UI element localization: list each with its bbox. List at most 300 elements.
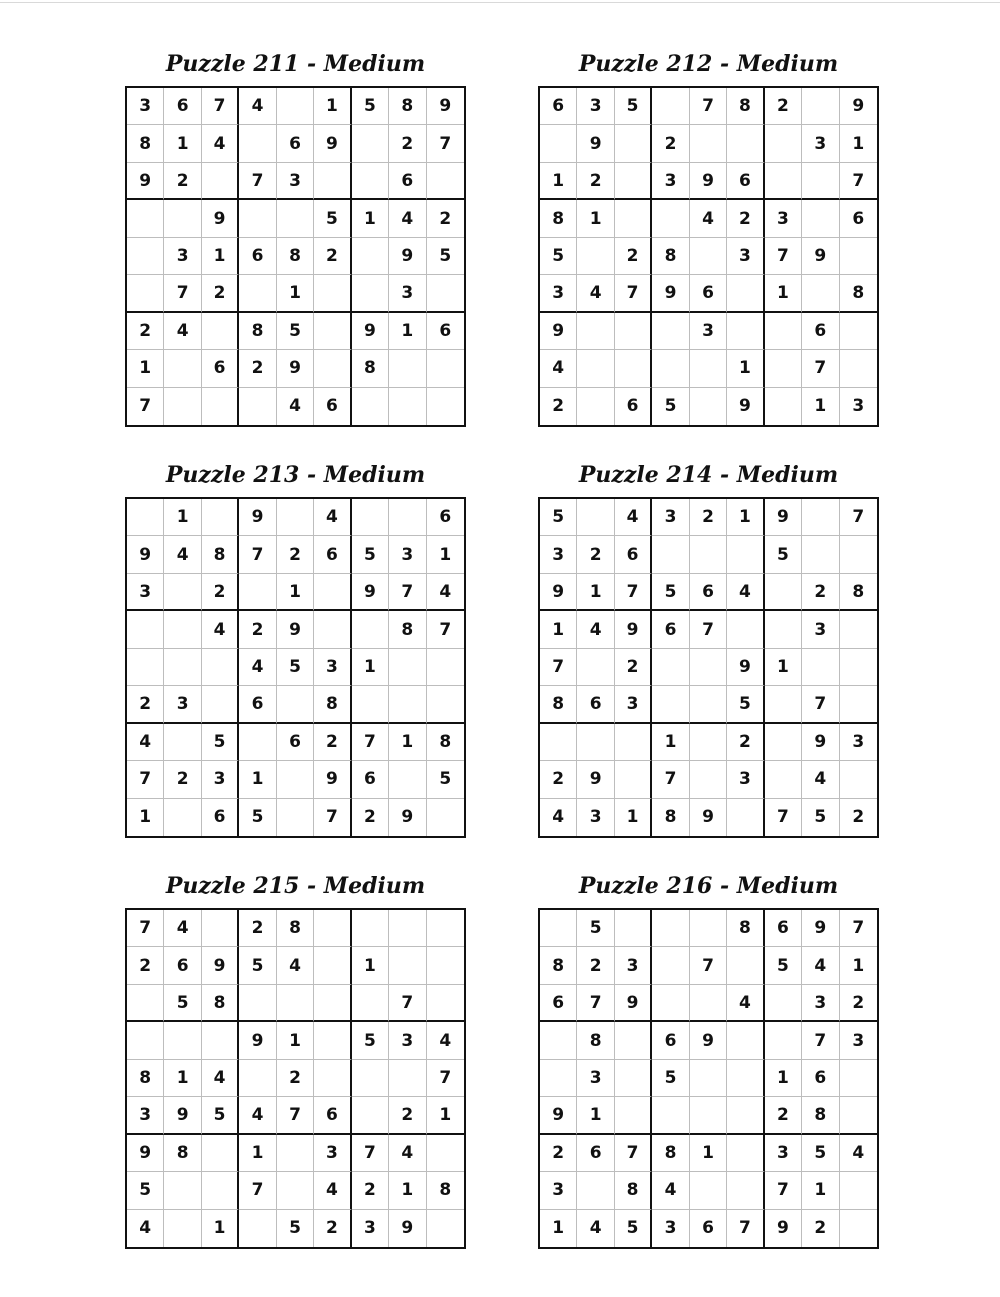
sudoku-cell: 2 xyxy=(802,1210,839,1247)
sudoku-cell: 4 xyxy=(427,574,464,611)
sudoku-cell: 8 xyxy=(427,1172,464,1209)
sudoku-cell xyxy=(540,125,577,162)
sudoku-cell: 7 xyxy=(727,1210,764,1247)
sudoku-cell xyxy=(239,985,276,1022)
sudoku-cell xyxy=(314,1022,351,1059)
sudoku-cell: 9 xyxy=(727,649,764,686)
sudoku-cell: 1 xyxy=(802,1172,839,1209)
sudoku-cell xyxy=(427,275,464,312)
sudoku-grid xyxy=(125,908,466,1249)
sudoku-cell xyxy=(727,1022,764,1059)
sudoku-cell: 3 xyxy=(690,313,727,350)
sudoku-cell: 3 xyxy=(727,238,764,275)
sudoku-cell: 4 xyxy=(202,1060,239,1097)
sudoku-cell xyxy=(802,536,839,573)
sudoku-cell xyxy=(314,947,351,984)
sudoku-cell xyxy=(652,947,689,984)
sudoku-cell xyxy=(765,388,802,425)
sudoku-cell xyxy=(314,574,351,611)
sudoku-cell xyxy=(389,388,426,425)
sudoku-cell xyxy=(352,238,389,275)
sudoku-cell: 7 xyxy=(840,910,877,947)
sudoku-cell xyxy=(577,649,614,686)
sudoku-cell: 8 xyxy=(202,985,239,1022)
sudoku-cell: 8 xyxy=(727,910,764,947)
sudoku-cell xyxy=(239,1210,276,1247)
sudoku-cell: 1 xyxy=(352,947,389,984)
sudoku-cell xyxy=(239,1060,276,1097)
sudoku-cell xyxy=(765,985,802,1022)
puzzle-title: Puzzle 214 - Medium xyxy=(578,462,839,488)
sudoku-cell: 1 xyxy=(164,499,201,536)
sudoku-cell: 4 xyxy=(652,1172,689,1209)
sudoku-cell xyxy=(577,1172,614,1209)
sudoku-cell xyxy=(727,536,764,573)
sudoku-cell xyxy=(389,499,426,536)
sudoku-cell: 7 xyxy=(652,761,689,798)
sudoku-cell: 8 xyxy=(202,536,239,573)
sudoku-cell xyxy=(352,686,389,723)
sudoku-cell: 5 xyxy=(202,1097,239,1134)
sudoku-cell xyxy=(314,313,351,350)
sudoku-cell xyxy=(765,724,802,761)
sudoku-cell: 8 xyxy=(389,611,426,648)
sudoku-cell: 6 xyxy=(577,1135,614,1172)
sudoku-cell xyxy=(352,125,389,162)
sudoku-cell: 2 xyxy=(727,724,764,761)
sudoku-cell: 1 xyxy=(202,238,239,275)
sudoku-cell: 3 xyxy=(314,649,351,686)
sudoku-cell: 8 xyxy=(127,125,164,162)
sudoku-cell xyxy=(802,649,839,686)
sudoku-cell: 8 xyxy=(164,1135,201,1172)
sudoku-cell: 1 xyxy=(164,1060,201,1097)
sudoku-cell: 5 xyxy=(202,724,239,761)
sudoku-cell: 9 xyxy=(202,947,239,984)
sudoku-cell: 1 xyxy=(427,1097,464,1134)
sudoku-cell xyxy=(127,1022,164,1059)
sudoku-cell: 3 xyxy=(615,686,652,723)
sudoku-cell xyxy=(615,313,652,350)
sudoku-cell: 2 xyxy=(239,350,276,387)
sudoku-cell xyxy=(577,238,614,275)
sudoku-cell xyxy=(727,947,764,984)
sudoku-cell xyxy=(690,1097,727,1134)
sudoku-cell xyxy=(615,761,652,798)
sudoku-cell: 2 xyxy=(427,200,464,237)
sudoku-cell xyxy=(690,536,727,573)
sudoku-cell xyxy=(314,985,351,1022)
sudoku-cell: 3 xyxy=(127,574,164,611)
sudoku-cell xyxy=(202,499,239,536)
sudoku-cell: 2 xyxy=(127,686,164,723)
sudoku-cell: 1 xyxy=(615,799,652,836)
sudoku-cell: 9 xyxy=(389,238,426,275)
sudoku-cell: 7 xyxy=(239,536,276,573)
sudoku-cell: 3 xyxy=(765,200,802,237)
sudoku-cell: 3 xyxy=(540,536,577,573)
sudoku-cell: 2 xyxy=(352,799,389,836)
sudoku-cell: 5 xyxy=(802,799,839,836)
sudoku-cell: 3 xyxy=(352,1210,389,1247)
sudoku-cell: 4 xyxy=(127,724,164,761)
sudoku-cell: 6 xyxy=(727,163,764,200)
sudoku-cell xyxy=(690,985,727,1022)
sudoku-cell: 3 xyxy=(802,611,839,648)
sudoku-cell: 7 xyxy=(427,125,464,162)
sudoku-cell xyxy=(840,1172,877,1209)
sudoku-cell: 6 xyxy=(690,1210,727,1247)
sudoku-cell: 9 xyxy=(164,1097,201,1134)
sudoku-cell: 5 xyxy=(427,761,464,798)
sudoku-cell xyxy=(427,388,464,425)
sudoku-cell: 1 xyxy=(389,313,426,350)
sudoku-cell xyxy=(615,125,652,162)
sudoku-cell xyxy=(577,388,614,425)
sudoku-cell: 7 xyxy=(127,910,164,947)
sudoku-cell xyxy=(314,1060,351,1097)
sudoku-cell: 2 xyxy=(615,238,652,275)
sudoku-cell: 7 xyxy=(690,88,727,125)
sudoku-cell: 8 xyxy=(540,947,577,984)
sudoku-cell: 8 xyxy=(577,1022,614,1059)
sudoku-cell: 8 xyxy=(840,275,877,312)
sudoku-cell: 2 xyxy=(802,574,839,611)
sudoku-cell: 1 xyxy=(690,1135,727,1172)
sudoku-cell: 1 xyxy=(840,947,877,984)
sudoku-cell xyxy=(164,799,201,836)
sudoku-cell xyxy=(427,947,464,984)
sudoku-cell xyxy=(840,350,877,387)
sudoku-cell: 8 xyxy=(615,1172,652,1209)
sudoku-cell: 5 xyxy=(277,649,314,686)
sudoku-cell: 4 xyxy=(314,1172,351,1209)
sudoku-cell: 3 xyxy=(652,499,689,536)
sudoku-cell xyxy=(652,649,689,686)
sudoku-cell: 2 xyxy=(239,611,276,648)
sudoku-cell: 2 xyxy=(577,536,614,573)
sudoku-cell xyxy=(690,761,727,798)
sudoku-cell: 6 xyxy=(802,1060,839,1097)
sudoku-cell: 6 xyxy=(690,275,727,312)
sudoku-cell: 5 xyxy=(577,910,614,947)
sudoku-cell: 5 xyxy=(765,947,802,984)
sudoku-cell: 9 xyxy=(314,761,351,798)
sudoku-cell: 7 xyxy=(389,985,426,1022)
sudoku-cell: 2 xyxy=(690,499,727,536)
sudoku-cell xyxy=(277,761,314,798)
sudoku-cell: 1 xyxy=(765,1060,802,1097)
top-border-line xyxy=(0,2,1000,3)
sudoku-cell: 4 xyxy=(202,125,239,162)
sudoku-cell: 2 xyxy=(840,985,877,1022)
sudoku-cell xyxy=(727,1172,764,1209)
sudoku-cell: 1 xyxy=(577,200,614,237)
sudoku-cell: 9 xyxy=(127,163,164,200)
sudoku-cell xyxy=(765,163,802,200)
sudoku-cell xyxy=(577,724,614,761)
sudoku-cell: 8 xyxy=(239,313,276,350)
sudoku-cell xyxy=(802,88,839,125)
sudoku-cell xyxy=(652,985,689,1022)
sudoku-cell: 4 xyxy=(690,200,727,237)
sudoku-cell: 2 xyxy=(127,313,164,350)
sudoku-cell: 3 xyxy=(164,686,201,723)
sudoku-cell xyxy=(239,724,276,761)
sudoku-cell: 8 xyxy=(352,350,389,387)
sudoku-cell: 2 xyxy=(239,910,276,947)
sudoku-cell xyxy=(127,611,164,648)
sudoku-cell: 9 xyxy=(840,88,877,125)
sudoku-cell xyxy=(352,1097,389,1134)
sudoku-cell: 7 xyxy=(540,649,577,686)
sudoku-cell: 6 xyxy=(540,985,577,1022)
sudoku-cell xyxy=(615,1060,652,1097)
sudoku-cell: 8 xyxy=(540,200,577,237)
sudoku-cell: 7 xyxy=(352,1135,389,1172)
sudoku-cell xyxy=(352,275,389,312)
sudoku-cell: 3 xyxy=(127,1097,164,1134)
sudoku-cell xyxy=(352,910,389,947)
sudoku-cell: 3 xyxy=(540,1172,577,1209)
sudoku-cell: 5 xyxy=(277,313,314,350)
sudoku-cell: 2 xyxy=(389,125,426,162)
sudoku-cell: 1 xyxy=(427,536,464,573)
sudoku-cell: 1 xyxy=(577,1097,614,1134)
sudoku-cell: 3 xyxy=(540,275,577,312)
sudoku-cell xyxy=(277,686,314,723)
sudoku-cell: 4 xyxy=(314,499,351,536)
sudoku-cell: 2 xyxy=(615,649,652,686)
sudoku-cell: 6 xyxy=(577,686,614,723)
sudoku-cell: 4 xyxy=(577,611,614,648)
sudoku-cell: 3 xyxy=(652,163,689,200)
sudoku-cell: 2 xyxy=(389,1097,426,1134)
sudoku-cell xyxy=(202,649,239,686)
sudoku-cell: 6 xyxy=(164,947,201,984)
sudoku-cell: 7 xyxy=(577,985,614,1022)
sudoku-cell xyxy=(352,611,389,648)
sudoku-cell xyxy=(577,499,614,536)
sudoku-cell: 9 xyxy=(540,1097,577,1134)
sudoku-cell: 9 xyxy=(427,88,464,125)
sudoku-cell xyxy=(202,686,239,723)
sudoku-cell: 1 xyxy=(352,649,389,686)
sudoku-cell: 6 xyxy=(840,200,877,237)
sudoku-cell xyxy=(164,388,201,425)
sudoku-cell xyxy=(202,313,239,350)
sudoku-cell: 7 xyxy=(277,1097,314,1134)
sudoku-cell xyxy=(652,686,689,723)
sudoku-cell xyxy=(164,1210,201,1247)
sudoku-cell: 6 xyxy=(652,1022,689,1059)
sudoku-cell: 4 xyxy=(389,1135,426,1172)
sudoku-cell xyxy=(840,649,877,686)
sudoku-cell xyxy=(127,499,164,536)
sudoku-cell xyxy=(352,499,389,536)
sudoku-cell: 9 xyxy=(277,350,314,387)
sudoku-cell: 3 xyxy=(765,1135,802,1172)
sudoku-cell: 6 xyxy=(427,499,464,536)
sudoku-cell: 3 xyxy=(852,396,865,417)
sudoku-cell: 8 xyxy=(314,686,351,723)
sudoku-cell xyxy=(277,799,314,836)
sudoku-cell: 9 xyxy=(652,275,689,312)
sudoku-cell xyxy=(202,163,239,200)
sudoku-cell: 7 xyxy=(389,574,426,611)
sudoku-cell xyxy=(840,536,877,573)
sudoku-cell: 1 xyxy=(727,499,764,536)
sudoku-cell xyxy=(239,200,276,237)
sudoku-cell xyxy=(540,910,577,947)
sudoku-cell xyxy=(690,238,727,275)
sudoku-cell xyxy=(690,388,727,425)
sudoku-cell: 3 xyxy=(802,125,839,162)
sudoku-cell xyxy=(127,238,164,275)
sudoku-cell: 8 xyxy=(427,724,464,761)
sudoku-cell: 9 xyxy=(802,910,839,947)
sudoku-cell xyxy=(164,1022,201,1059)
sudoku-cell: 6 xyxy=(652,611,689,648)
sudoku-cell: 6 xyxy=(239,238,276,275)
sudoku-cell: 6 xyxy=(314,536,351,573)
sudoku-cell xyxy=(615,910,652,947)
sudoku-cell: 7 xyxy=(765,799,802,836)
sudoku-cell: 3 xyxy=(164,238,201,275)
sudoku-cell: 1 xyxy=(389,724,426,761)
sudoku-cell xyxy=(615,200,652,237)
sudoku-cell: 9 xyxy=(540,313,577,350)
sudoku-cell: 4 xyxy=(389,200,426,237)
sudoku-cell: 3 xyxy=(389,1022,426,1059)
sudoku-cell: 7 xyxy=(127,761,164,798)
sudoku-cell xyxy=(427,686,464,723)
sudoku-cell: 9 xyxy=(802,724,839,761)
sudoku-cell xyxy=(840,761,877,798)
sudoku-cell xyxy=(427,799,464,836)
sudoku-cell: 6 xyxy=(314,388,351,425)
sudoku-cell: 3 xyxy=(577,1060,614,1097)
sudoku-cell xyxy=(427,163,464,200)
sudoku-cell: 6 xyxy=(164,88,201,125)
sudoku-cell: 9 xyxy=(352,574,389,611)
sudoku-cell: 3 xyxy=(577,799,614,836)
sudoku-cell xyxy=(277,200,314,237)
sudoku-cell: 6 xyxy=(615,388,652,425)
sudoku-cell: 5 xyxy=(239,947,276,984)
sudoku-cell: 7 xyxy=(314,799,351,836)
sudoku-cell: 4 xyxy=(540,799,577,836)
sudoku-cell: 3 xyxy=(277,163,314,200)
sudoku-cell xyxy=(239,125,276,162)
sudoku-cell xyxy=(615,350,652,387)
sudoku-cell: 7 xyxy=(802,1022,839,1059)
sudoku-cell xyxy=(164,724,201,761)
sudoku-cell: 9 xyxy=(727,388,764,425)
sudoku-cell: 3 xyxy=(577,88,614,125)
sudoku-cell xyxy=(727,611,764,648)
sudoku-cell xyxy=(765,611,802,648)
sudoku-cell: 4 xyxy=(727,985,764,1022)
sudoku-cell: 2 xyxy=(277,536,314,573)
sudoku-cell: 4 xyxy=(202,611,239,648)
sudoku-cell: 4 xyxy=(239,88,276,125)
sudoku-cell: 1 xyxy=(127,799,164,836)
sudoku-cell xyxy=(577,313,614,350)
sudoku-cell: 9 xyxy=(389,799,426,836)
sudoku-cell xyxy=(727,1135,764,1172)
sudoku-cell xyxy=(277,1172,314,1209)
sudoku-cell xyxy=(352,388,389,425)
sudoku-cell xyxy=(427,985,464,1022)
sudoku-cell xyxy=(690,1060,727,1097)
sudoku-cell: 5 xyxy=(765,536,802,573)
sudoku-cell: 3 xyxy=(840,1022,877,1059)
sudoku-cell: 4 xyxy=(727,574,764,611)
sudoku-cell: 7 xyxy=(615,1135,652,1172)
sudoku-cell: 2 xyxy=(852,807,865,828)
sudoku-cell: 4 xyxy=(802,761,839,798)
sudoku-cell: 7 xyxy=(765,1172,802,1209)
sudoku-cell: 1 xyxy=(540,611,577,648)
sudoku-cell: 8 xyxy=(727,88,764,125)
sudoku-cell: 1 xyxy=(727,350,764,387)
sudoku-cell: 9 xyxy=(239,1022,276,1059)
sudoku-cell: 1 xyxy=(202,1210,239,1247)
sudoku-cell xyxy=(277,499,314,536)
sudoku-cell xyxy=(540,1060,577,1097)
sudoku-cell: 4 xyxy=(277,947,314,984)
sudoku-cell: 2 xyxy=(765,1097,802,1134)
sudoku-cell xyxy=(690,350,727,387)
sudoku-cell: 3 xyxy=(840,724,877,761)
sudoku-cell: 7 xyxy=(127,388,164,425)
sudoku-cell xyxy=(727,1097,764,1134)
sudoku-cell: 5 xyxy=(427,238,464,275)
sudoku-cell xyxy=(314,275,351,312)
sudoku-cell xyxy=(840,1060,877,1097)
sudoku-cell: 7 xyxy=(840,499,877,536)
sudoku-cell xyxy=(615,1022,652,1059)
sudoku-cell xyxy=(727,799,764,836)
sudoku-cell: 9 xyxy=(690,1022,727,1059)
sudoku-cell: 1 xyxy=(127,350,164,387)
sudoku-cell: 4 xyxy=(164,536,201,573)
sudoku-cell: 2 xyxy=(202,275,239,312)
sudoku-cell xyxy=(164,611,201,648)
sudoku-cell: 9 xyxy=(615,611,652,648)
sudoku-cell xyxy=(652,536,689,573)
sudoku-cell xyxy=(802,275,839,312)
sudoku-cell: 9 xyxy=(577,761,614,798)
sudoku-cell xyxy=(202,1022,239,1059)
sudoku-cell: 2 xyxy=(202,574,239,611)
sudoku-cell: 7 xyxy=(427,611,464,648)
sudoku-cell: 6 xyxy=(239,686,276,723)
sudoku-cell xyxy=(577,350,614,387)
sudoku-cell: 7 xyxy=(765,238,802,275)
sudoku-cell: 8 xyxy=(840,574,877,611)
sudoku-cell: 2 xyxy=(164,163,201,200)
sudoku-cell: 9 xyxy=(277,611,314,648)
sudoku-cell: 1 xyxy=(277,275,314,312)
sudoku-cell: 1 xyxy=(840,125,877,162)
sudoku-cell: 5 xyxy=(615,88,652,125)
sudoku-cell: 2 xyxy=(314,724,351,761)
sudoku-cell: 4 xyxy=(164,910,201,947)
sudoku-cell: 5 xyxy=(652,574,689,611)
sudoku-cell: 2 xyxy=(765,88,802,125)
